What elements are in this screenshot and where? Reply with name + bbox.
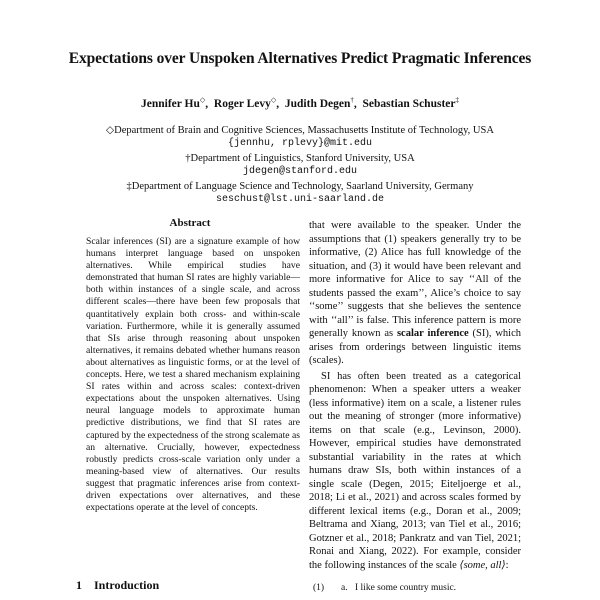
example-text: I like some country music. (355, 583, 457, 593)
author-mark: ◇ (270, 96, 277, 104)
body-text: (SI), which arises from orderings between linguistic items (scales). (309, 328, 521, 366)
affiliation-email: jdegen@stanford.edu (242, 166, 358, 177)
section-title: Introduction (94, 578, 160, 592)
affiliation-line: ◇Department of Brain and Cognitive Sciences, Massachusetts Institute of Technology, USA (106, 125, 494, 136)
body-text: : (505, 559, 509, 571)
body-paragraph (309, 370, 521, 573)
body-bold-term: scalar inference (396, 328, 469, 339)
affiliation-block (0, 180, 600, 206)
author-name: Judith Degen (284, 97, 351, 110)
example-label: a. (341, 583, 348, 593)
body-paragraph (309, 219, 521, 368)
paper-title: Expectations over Unspoken Alternatives Predict Pragmatic Inferences (68, 50, 532, 67)
body-italic-term: ⟨some, all⟩ (459, 559, 506, 571)
author-mark: ‡ (455, 96, 459, 104)
author-mark: † (350, 96, 354, 104)
body-text: that were available to the speaker. Under the assumptions that (1) speakers generally try to be informative, (2) Alice has full knowledge of the situation, and (3) it would have been relevant and more informative for Alice to say ‘‘All of the students passed the exam’’, Alice’s choice to say ‘‘some’’ suggests that she believes the sentence with ‘‘all’’ is false. This inference pattern is more generally known as (309, 220, 521, 339)
affiliation-block (0, 152, 600, 178)
abstract-heading: Abstract (169, 217, 211, 229)
author-name: Roger Levy (213, 97, 271, 110)
affiliation-email: {jennhu, rplevy}@mit.edu (227, 138, 373, 149)
example-item (313, 583, 456, 593)
section-heading (76, 578, 159, 593)
section-number: 1 (76, 578, 82, 592)
affiliation-line: †Department of Linguistics, Stanford University, USA (185, 153, 415, 164)
affiliation-email: seschust@lst.uni-saarland.de (215, 194, 385, 205)
abstract-text: Scalar inferences (SI) are a signature example of how humans interpret language based on unspoken alternatives. While empirical studies have demonstrated that human SI rates are highly variable—both within instances of a single scale, and across different scales—there have been few proposals that quantitatively explain both cross- and within-scale variation. Furthermore, while it is generally assumed that SIs arise through reasoning about unspoken alternatives, it remains debated whether humans reason about alternatives as linguistic forms, or at the level of concepts. Here, we test a shared mechanism explaining SI rates within and across scales: context-driven expectations about the unspoken alternatives. Using neural language models to approximate human predictive distributions, we find that SI rates are captured by the expectedness of the strong scalemate as an alternative. Crucially, however, expectedness robustly predicts cross-scale variation only under a meaning-based view of alternatives. Our results suggest that pragmatic inferences arise from context-driven expectations over alternatives, and these expectations operate at the level of concepts. (86, 236, 300, 514)
body-column-right (309, 219, 521, 572)
example-number: (1) (313, 583, 325, 593)
affiliation-block (0, 124, 600, 150)
author-list: Jennifer Hu◇, Roger Levy◇, Judith Degen†, Sebastian Schuster‡ (141, 96, 459, 110)
author-name: Sebastian Schuster (362, 97, 456, 110)
affiliation-line: ‡Department of Language Science and Technology, Saarland University, Germany (126, 181, 474, 192)
body-text: SI has often been treated as a categorical phenomenon: When a speaker utters a weaker (less informative) item on a scale, a listener rules out the meaning of stronger (more informative) items on that scale (e.g., Levinson, 2000). However, empirical studies have demonstrated substantial variability in the rates at which humans draw SIs, both within instances of a single scale (Degen, 2015; Eiteljoerge et al., 2018; Li et al., 2021) and across scales formed by different lexical items (e.g., Doran et al., 2009; Beltrama and Xiang, 2013; van Tiel et al., 2016; Gotzner et al., 2018; Pankratz and van Tiel, 2021; Ronai and Xiang, 2022). For example, consider the following instances of the scale (309, 370, 521, 571)
author-name: Jennifer Hu (141, 97, 200, 110)
author-mark: ◇ (199, 96, 206, 104)
